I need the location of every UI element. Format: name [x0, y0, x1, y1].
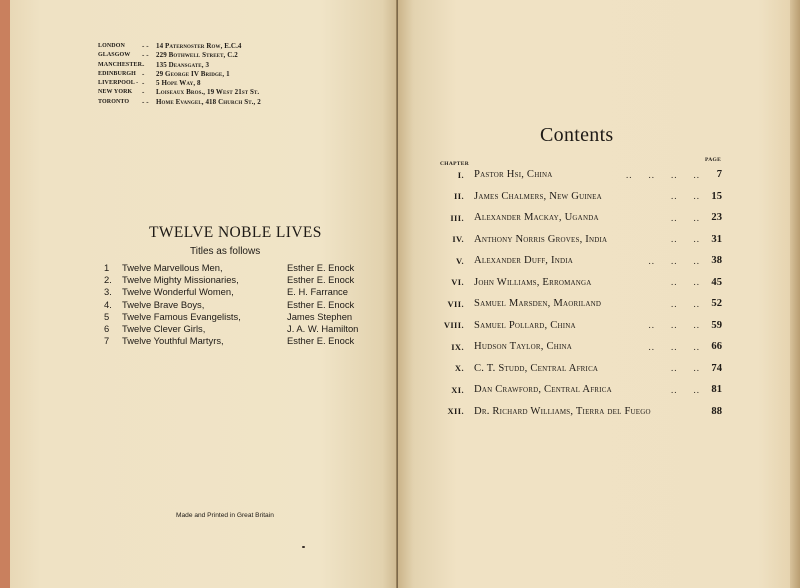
chapter-title: Hudson Taylor, China — [474, 341, 573, 353]
chapter-title: Samuel Marsden, Maoriland — [474, 298, 602, 310]
leader-dot: .. — [671, 298, 678, 309]
table-of-contents — [430, 164, 730, 422]
chapter-number: XI. — [451, 384, 464, 395]
address-text: Home Evangel, 418 Church St., 2 — [156, 97, 261, 106]
address-city: GLASGOW — [98, 52, 131, 59]
publisher-addresses — [98, 42, 261, 107]
series-list — [104, 262, 387, 347]
contents-title: Contents — [540, 124, 614, 146]
chapter-title: Alexander Mackay, Uganda — [474, 212, 599, 224]
address-text: 29 George IV Bridge, 1 — [156, 69, 230, 78]
chapter-title: Anthony Norris Groves, India — [474, 233, 608, 245]
chapter-page-number: 45 — [711, 276, 722, 288]
chapter-page-number: 81 — [711, 384, 722, 396]
leader-dot: .. — [693, 384, 700, 395]
series-item — [104, 335, 387, 347]
leader-dot: .. — [648, 341, 655, 352]
toc-entry — [430, 250, 730, 272]
chapter-title: Dr. Richard Williams, Tierra del Fuego — [474, 405, 651, 417]
page-edge — [790, 0, 800, 588]
ink-speck — [302, 546, 305, 548]
chapter-page-number: 59 — [711, 319, 722, 331]
series-item — [104, 286, 387, 298]
leader-dot: .. — [693, 341, 700, 352]
page-column-label: PAGE — [705, 157, 722, 163]
leader-dot: .. — [671, 191, 678, 202]
imprint-line: Made and Printed in Great Britain — [176, 512, 274, 519]
chapter-title: Pastor Hsi, China — [474, 169, 553, 181]
series-item-number: 4. — [104, 298, 112, 310]
address-text: 14 Paternoster Row, E.C.4 — [156, 42, 242, 50]
chapter-page-number: 74 — [711, 362, 722, 374]
address-text: 135 Deansgate, 3 — [156, 60, 210, 69]
toc-entry — [430, 358, 730, 380]
address-city: EDINBURGH — [98, 70, 136, 77]
series-title: TWELVE NOBLE LIVES — [149, 224, 322, 241]
chapter-number: II. — [454, 191, 464, 202]
series-item-number: 5 — [104, 310, 110, 322]
leader-dot: .. — [648, 255, 655, 266]
toc-entry — [430, 293, 730, 315]
series-item-number: 1 — [104, 262, 110, 273]
leader-dot: .. — [671, 169, 678, 180]
series-item-author: James Stephen — [287, 310, 353, 322]
address-dash: - - — [142, 51, 149, 60]
chapter-page-number: 7 — [716, 169, 722, 181]
leader-dot: .. — [671, 384, 678, 395]
chapter-number: VII. — [447, 298, 464, 309]
series-item — [104, 323, 387, 335]
leader-dot: .. — [693, 298, 700, 309]
series-item-number: 3. — [104, 286, 112, 298]
leader-dot: .. — [648, 320, 655, 331]
leader-dot: .. — [671, 277, 678, 288]
series-item-title: Twelve Famous Evangelists, — [122, 310, 241, 322]
leader-dot: .. — [626, 169, 633, 180]
series-item-title: Twelve Wonderful Women, — [122, 286, 234, 298]
address-dash: - — [142, 79, 145, 88]
toc-entry — [430, 164, 730, 186]
chapter-number: IV. — [452, 234, 464, 245]
address-dash: - - — [142, 97, 149, 106]
series-item-number: 6 — [104, 323, 110, 335]
address-row — [98, 88, 261, 97]
address-row — [98, 79, 261, 88]
series-item-author: Esther E. Enock — [287, 335, 355, 347]
series-item-author: Esther E. Enock — [287, 298, 355, 310]
address-city: LIVERPOOL - — [98, 80, 139, 87]
address-text: Loiseaux Bros., 19 West 21st St. — [156, 88, 260, 97]
series-item-number: 2. — [104, 274, 112, 286]
address-row — [98, 98, 261, 107]
toc-entry — [430, 336, 730, 358]
toc-entry — [430, 186, 730, 208]
leader-dots — [590, 342, 700, 352]
leader-dot: .. — [693, 320, 700, 331]
leader-dot: .. — [671, 320, 678, 331]
address-row — [98, 51, 261, 60]
chapter-number: VIII. — [443, 320, 464, 331]
series-item-title: Twelve Clever Girls, — [122, 323, 206, 335]
chapter-page-number: 52 — [711, 298, 722, 310]
leader-dot: .. — [693, 255, 700, 266]
address-dash: - - — [142, 42, 149, 50]
address-dash: - — [142, 60, 145, 69]
series-item-title: Twelve Brave Boys, — [122, 298, 205, 310]
leader-dot: .. — [671, 255, 678, 266]
chapter-column-label: CHAPTER — [440, 161, 469, 167]
leader-dot: .. — [671, 341, 678, 352]
leader-dot: .. — [693, 234, 700, 245]
leader-dot: .. — [693, 191, 700, 202]
chapter-title: Alexander Duff, India — [474, 255, 574, 267]
chapter-page-number: 38 — [711, 255, 722, 267]
leader-dots — [590, 213, 700, 223]
address-city: TORONTO — [98, 98, 130, 105]
chapter-title: Dan Crawford, Central Africa — [474, 384, 612, 396]
address-row — [98, 61, 261, 70]
leader-dots — [590, 170, 700, 180]
chapter-number: VI. — [451, 277, 464, 288]
series-item-author: Esther E. Enock — [287, 262, 355, 273]
leader-dots — [590, 320, 700, 330]
toc-entry — [430, 379, 730, 401]
leader-dots — [590, 277, 700, 287]
series-subtitle: Titles as follows — [190, 246, 261, 257]
chapter-number: X. — [454, 363, 464, 374]
series-item-number: 7 — [104, 335, 110, 347]
chapter-number: IX. — [451, 341, 464, 352]
chapter-number: XII. — [447, 406, 464, 417]
address-city: MANCHESTER — [98, 61, 143, 68]
leader-dots — [590, 363, 700, 373]
series-item-title: Twelve Youthful Martyrs, — [122, 335, 224, 347]
toc-entry — [430, 229, 730, 251]
chapter-title: John Williams, Erromanga — [474, 276, 592, 288]
chapter-number: V. — [456, 255, 464, 266]
left-page — [10, 0, 398, 588]
chapter-title: James Chalmers, New Guinea — [474, 190, 602, 202]
series-item — [104, 274, 387, 286]
address-city: LONDON — [98, 43, 125, 49]
chapter-number: I. — [457, 169, 464, 180]
chapter-number: III. — [450, 212, 464, 223]
leader-dot: .. — [671, 212, 678, 223]
series-item-author: J. A. W. Hamilton — [287, 323, 359, 335]
series-item-author: E. H. Farrance — [287, 286, 348, 298]
leader-dot: .. — [693, 363, 700, 374]
leader-dot: .. — [693, 212, 700, 223]
address-row — [98, 70, 261, 79]
toc-entry — [430, 401, 730, 423]
chapter-page-number: 66 — [711, 341, 722, 353]
chapter-page-number: 15 — [711, 190, 722, 202]
leader-dots — [590, 299, 700, 309]
leader-dot: .. — [671, 363, 678, 374]
address-text: 5 Hope Way, 8 — [156, 79, 201, 88]
leader-dots — [590, 191, 700, 201]
series-item-title: Twelve Mighty Missionaries, — [122, 274, 239, 286]
leader-dots — [590, 256, 700, 266]
series-item-author: Esther E. Enock — [287, 274, 355, 286]
chapter-title: Samuel Pollard, China — [474, 319, 576, 331]
leader-dot: .. — [693, 169, 700, 180]
chapter-page-number: 31 — [711, 233, 722, 245]
address-row — [98, 42, 261, 51]
chapter-page-number: 88 — [711, 405, 722, 417]
toc-entry — [430, 207, 730, 229]
leader-dot: .. — [693, 277, 700, 288]
address-dash: - — [142, 69, 145, 78]
chapter-title: C. T. Studd, Central Africa — [474, 362, 599, 374]
leader-dot: .. — [648, 169, 655, 180]
address-city: NEW YORK — [98, 89, 133, 96]
leader-dot: .. — [671, 234, 678, 245]
toc-entry — [430, 272, 730, 294]
toc-entry — [430, 315, 730, 337]
chapter-page-number: 23 — [711, 212, 722, 224]
series-item-title: Twelve Marvellous Men, — [122, 262, 223, 273]
address-text: 229 Bothwell Street, C.2 — [156, 51, 238, 60]
series-item — [104, 299, 387, 311]
series-item — [104, 262, 387, 274]
address-dash: - — [142, 88, 145, 97]
series-item — [104, 311, 387, 323]
